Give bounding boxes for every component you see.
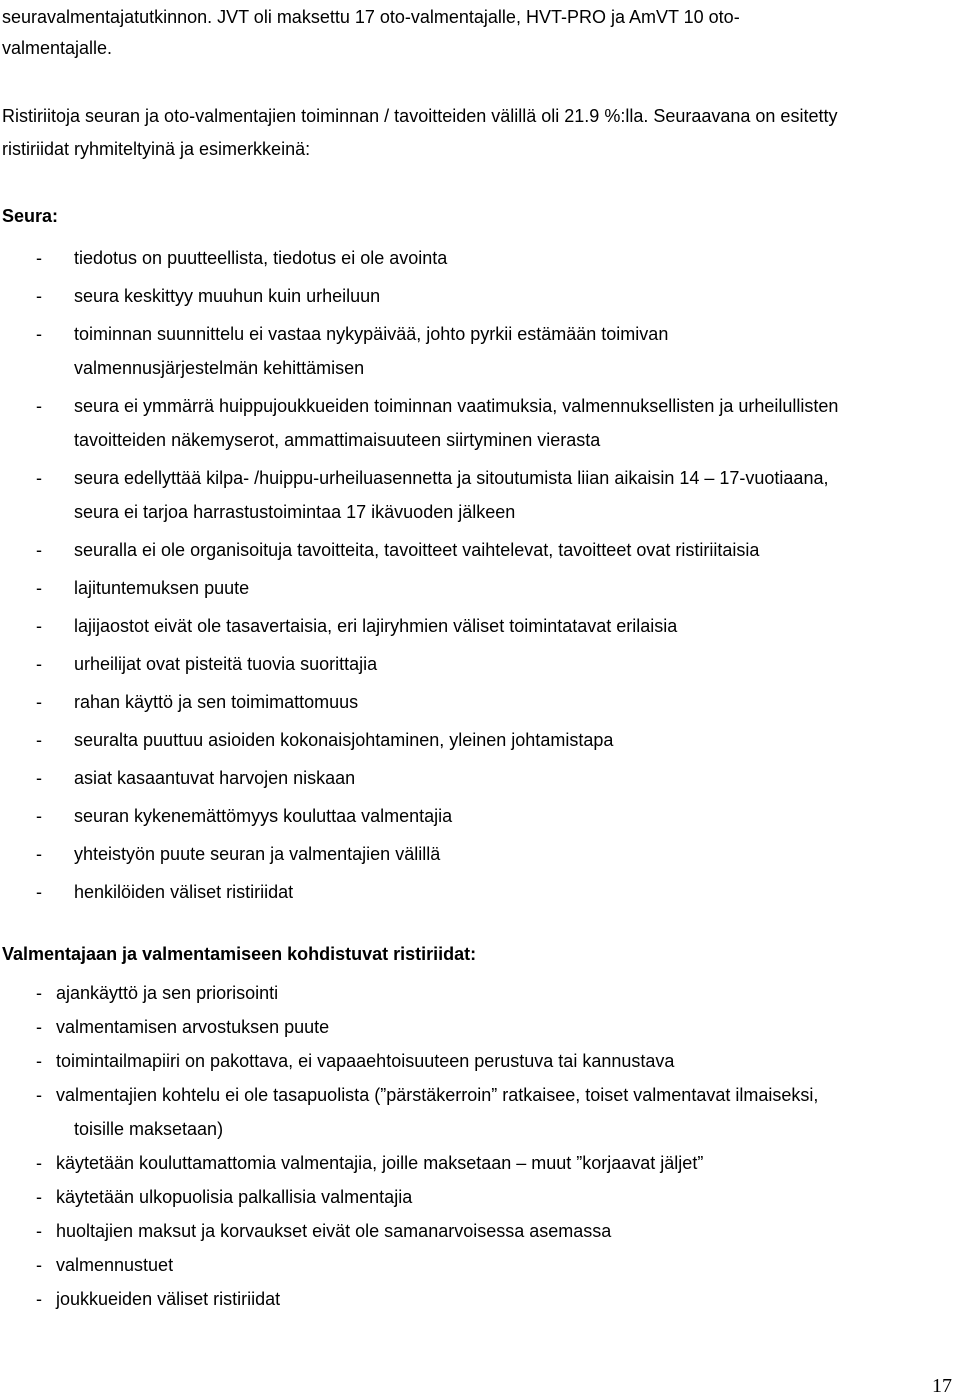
intro-line-2: valmentajalle. (2, 38, 113, 58)
seura-conflict-list (2, 241, 922, 913)
list-bullet-dash: - (36, 1255, 42, 1275)
conflicts-intro-line-2: ristiriidat ryhmiteltyinä ja esimerkkeinä: (2, 139, 311, 159)
list-item-continuation: tavoitteiden näkemyserot, ammattimaisuuteen siirtyminen vierasta (74, 430, 601, 450)
list-item-text: seuran kykenemättömyys kouluttaa valmentajia (74, 806, 453, 826)
list-bullet-dash: - (36, 1187, 42, 1207)
list-item-text: ajankäyttö ja sen priorisointi (56, 983, 279, 1003)
list-item-text: valmentamisen arvostuksen puute (56, 1017, 330, 1037)
list-item (2, 461, 922, 529)
list-item (2, 1146, 922, 1180)
list-item-continuation: seura ei tarjoa harrastustoimintaa 17 ikävuoden jälkeen (74, 502, 516, 522)
list-item-continuation: valmennusjärjestelmän kehittämisen (74, 358, 365, 378)
list-bullet-dash: - (36, 578, 42, 598)
list-item (2, 976, 922, 1010)
list-item-text: tiedotus on puutteellista, tiedotus ei ole avointa (74, 248, 448, 268)
list-bullet-dash: - (36, 540, 42, 560)
list-item-text: joukkueiden väliset ristiriidat (56, 1289, 281, 1309)
seura-heading: Seura: (2, 206, 59, 226)
list-item (2, 837, 922, 871)
list-item (2, 389, 922, 457)
list-item-continuation: toisille maksetaan) (74, 1119, 224, 1139)
list-item (2, 723, 922, 757)
list-bullet-dash: - (36, 1017, 42, 1037)
conflicts-intro-paragraph (2, 100, 942, 166)
list-bullet-dash: - (36, 806, 42, 826)
list-item-text: urheilijat ovat pisteitä tuovia suorittajia (74, 654, 378, 674)
list-bullet-dash: - (36, 616, 42, 636)
list-bullet-dash: - (36, 844, 42, 864)
list-bullet-dash: - (36, 654, 42, 674)
list-item-text: rahan käyttö ja sen toimimattomuus (74, 692, 359, 712)
list-item (2, 685, 922, 719)
list-bullet-dash: - (36, 1153, 42, 1173)
list-item-text: seura edellyttää kilpa- /huippu-urheiluasennetta ja sitoutumista liian aikaisin 14 – 17-vuotiaana, (74, 468, 829, 488)
list-bullet-dash: - (36, 768, 42, 788)
list-item-text: valmentajien kohtelu ei ole tasapuolista (”pärstäkerroin” ratkaisee, toiset valmentavat ilmaiseksi, (56, 1085, 819, 1105)
list-bullet-dash: - (36, 882, 42, 902)
list-item (2, 647, 922, 681)
list-bullet-dash: - (36, 983, 42, 1003)
list-item-text: käytetään kouluttamattomia valmentajia, joille maksetaan – muut ”korjaavat jäljet” (56, 1153, 704, 1173)
list-item (2, 241, 922, 275)
list-item (2, 571, 922, 605)
list-bullet-dash: - (36, 286, 42, 306)
list-item-text: asiat kasaantuvat harvojen niskaan (74, 768, 356, 788)
valmentaja-heading: Valmentajaan ja valmentamiseen kohdistuvat ristiriidat: (2, 944, 477, 964)
list-bullet-dash: - (36, 1051, 42, 1071)
list-item (2, 609, 922, 643)
valmentaja-conflict-list (2, 976, 922, 1316)
list-item (2, 317, 922, 385)
list-item (2, 761, 922, 795)
list-item-text: lajituntemuksen puute (74, 578, 250, 598)
list-bullet-dash: - (36, 1085, 42, 1105)
list-item-text: valmennustuet (56, 1255, 174, 1275)
list-item-text: seuralta puuttuu asioiden kokonaisjohtaminen, yleinen johtamistapa (74, 730, 614, 750)
list-item-text: yhteistyön puute seuran ja valmentajien välillä (74, 844, 441, 864)
list-bullet-dash: - (36, 692, 42, 712)
list-item (2, 279, 922, 313)
list-item (2, 1180, 922, 1214)
list-item-text: seura keskittyy muuhun kuin urheiluun (74, 286, 381, 306)
intro-paragraph (2, 2, 942, 64)
list-item-text: lajijaostot eivät ole tasavertaisia, eri lajiryhmien väliset toimintatavat erilaisia (74, 616, 678, 636)
list-item (2, 1282, 922, 1316)
list-bullet-dash: - (36, 324, 42, 344)
list-item (2, 1044, 922, 1078)
intro-line-1: seuravalmentajatutkinnon. JVT oli maksettu 17 oto-valmentajalle, HVT-PRO ja AmVT 10 oto- (2, 7, 740, 27)
list-item-text: seuralla ei ole organisoituja tavoitteita, tavoitteet vaihtelevat, tavoitteet ovat ristiriitaisia (74, 540, 760, 560)
list-item-text: toimintailmapiiri on pakottava, ei vapaaehtoisuuteen perustuva tai kannustava (56, 1051, 675, 1071)
list-bullet-dash: - (36, 730, 42, 750)
page-number: 17 (932, 1375, 952, 1397)
list-item-text: seura ei ymmärrä huippujoukkueiden toiminnan vaatimuksia, valmennuksellisten ja urheilullisten (74, 396, 839, 416)
list-item (2, 1248, 922, 1282)
list-item (2, 1010, 922, 1044)
list-item-text: huoltajien maksut ja korvaukset eivät ole samanarvoisessa asemassa (56, 1221, 612, 1241)
list-item (2, 875, 922, 909)
list-bullet-dash: - (36, 1221, 42, 1241)
list-bullet-dash: - (36, 1289, 42, 1309)
list-bullet-dash: - (36, 468, 42, 488)
list-item (2, 533, 922, 567)
conflicts-intro-line-1: Ristiriitoja seuran ja oto-valmentajien toiminnan / tavoitteiden välillä oli 21.9 %:lla. Seuraavana on esitetty (2, 106, 838, 126)
list-bullet-dash: - (36, 248, 42, 268)
list-item-text: toiminnan suunnittelu ei vastaa nykypäivää, johto pyrkii estämään toimivan (74, 324, 669, 344)
list-item (2, 1214, 922, 1248)
list-item (2, 799, 922, 833)
list-bullet-dash: - (36, 396, 42, 416)
list-item-text: käytetään ulkopuolisia palkallisia valmentajia (56, 1187, 413, 1207)
list-item-text: henkilöiden väliset ristiriidat (74, 882, 294, 902)
list-item (2, 1078, 922, 1146)
